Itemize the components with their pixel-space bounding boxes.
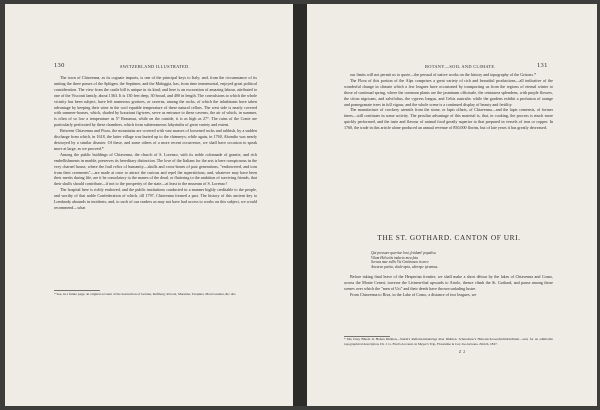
- epigraph: [371, 251, 491, 269]
- paragraph: From Chiavenna to Riva, in the Lake of Como, a distance of two leagues, we: [350, 291, 477, 297]
- paragraph: Between Chiavenna and Piuro, the mountains are covered with vast masses of loosened rocks and rubbish, by a sudden discharge from which, in 1618, the latter village was buried up to the chimneys; while again, in 1760, Abondio was nearly destroyed by a similar disaster. Of these, and some others of a more recent occurrence, we shall have occasion to speak more at large, as we proceed.*: [54, 128, 257, 151]
- paragraph: Among the public buildings of Chiavenna, the church of S. Lorenzo, with its noble colonnade of granite, and rich embellishments in marble, preserves its hereditary distinction. The love of the Italians for the arts is here conspicuous in the very charnel house, where the frail relics of humanity—skulls and cross-bones of past generations, "embowered, and torn from their cerements"—are made at once to attract the curious and repel the superstitious; and, whatever may have been their merits during life, are it be consolatory to the manes of the dead, or flattering to the ambition of surviving friends, that their skulls should contribute—if not to the prosperity of the state—at least to the museum of S. Lorenzo!: [54, 151, 257, 187]
- book-gutter: [293, 4, 307, 406]
- paragraph: The town of Chiavenna, as its cognate imports, is one of the principal keys to Italy; and, from the circumstance of its uniting the three passes of the Splügen, the Septimer, and the Maloggia, has, from time immemorial, enjoyed great political consideration. The view from the castle hill is unique in its kind; and here is an excavation of amazing labour, attributed to one of the Visconti family, about 1363. It is 130 feet deep, 30 broad, and 400 in length. The convulsions to which the whole vicinity has been subject, have left numerous grottoes, or caverns, among the rocks, of which the inhabitants have taken advantage by keeping their wine in the cool equable temperature of these natural cellars. The west side is nearly covered with summer-houses, which, shaded by luxuriant fig-trees, serve as entrance to these caverns, the air of which, in summer, is often of so low a temperature as 5° Reaumur, while on the outside, it is as high as 27°. The ruins of the Conte are particularly perforated by these chambers, which form subterraneous labyrinths of great variety and extent.: [54, 75, 257, 128]
- left-page: [5, 4, 293, 406]
- epigraph-line: Ancurae parita, vlade-apia, alternpe tyrannus.: [371, 264, 439, 269]
- signature-mark: Z 2: [459, 350, 466, 354]
- right-body-text: [344, 72, 553, 196]
- left-body-text: [54, 75, 257, 296]
- epigraph-line: Scenas mae tollis Vix Graitianos in arce: [371, 260, 429, 264]
- paragraph: Before taking final leave of the Hesperian frontier, we shall make a short détour by the lakes of Chiavenna and Como, across the Monte Ceneri, traverse the Livinen-thal upwards to Airolo, thence climb the St. Gothard, and pause among those scenes over which the "men of Uri" and their deeds have thrown unfading lustre.: [344, 274, 553, 291]
- left-footnote: * See, in a future page, an original account of the destruction of Goldau, Rufiberg, Rovola, Marenna, Tarquina, Mont Grenier, &c. &c.: [54, 292, 237, 296]
- paragraph: our limits will not permit us to quote—the perusal of native works on the history and topography of the Grisons.*: [350, 72, 537, 77]
- paragraph: The Flora of this portion of the Alps comprises a great variety of rich and beautiful productions—all indicative of the wonderful change in climate which a few leagues have occasioned by transporting us from the regions of eternal winter to those of continual spring, where the common plants are the jasminum officinale, the centaurea splendens, with purple flowers, the citrus nigricans, and salvifolius, the cypress longus, and Celtis australis: while the gardens exhibit a profusion of orange and pomegranate trees in full vigour, and the whole scene is a continued display of beauty and fertility.: [344, 77, 553, 107]
- chapter-body-text: [344, 274, 553, 336]
- chapter-title: THE ST. GOTHARD. CANTON OF URI.: [377, 233, 521, 242]
- paragraph: The manufacture of crockery utensils from the stone, or lapis ollaris, of Chiavenna—and the lapis comensis, of former times—still continues in some activity. The peculiar advantage of this material is, that, in cooking, the process is much more quickly performed, and the taste and flavour of animal food greatly superior to that prepared in vessels of iron or copper. In 1760, the trade in this article alone produced an annual revenue of 850,000 florins, but of late years it has greatly decreased.: [344, 107, 553, 131]
- epigraph-line: Qui pressure queritur loni, fetidum! populisu: [371, 251, 436, 255]
- left-page-number: 130: [54, 62, 65, 69]
- right-footnote: * Die Drey Bünde in Hohen Rhätien—Sturm's Reflexionsbeiträge über Rhätien. Scheuchzer's Historisch-Geschichtsbüchlein—and, for an admirable topographical description, Dr. J. G. Ebel's Account, in Meyer's Trip, Florentine le Cex Joe-Grisons. Zürich, 1827.: [344, 337, 553, 346]
- epigraph-line: Vilum Helvetiis inducto mea fata: [371, 255, 419, 260]
- right-page-number: 131: [537, 62, 548, 69]
- paragraph: The hospital here is richly endowed, and the public institutions conducted in a manner highly creditable to the people, and worthy of that noble Confederation of which, till 1797, Chiavenna formed a part. The history of this ancient key to Lombardy abounds in incidents; and, to such of our readers as may not have had access to works on this subject, we would recommend—what: [54, 187, 257, 210]
- right-running-title: BOTANY—SOIL AND CLIMATE.: [425, 64, 496, 69]
- right-page: [307, 4, 597, 406]
- footnote-rule: [54, 290, 100, 291]
- left-running-title: SWITZERLAND ILLUSTRATED.: [120, 64, 190, 69]
